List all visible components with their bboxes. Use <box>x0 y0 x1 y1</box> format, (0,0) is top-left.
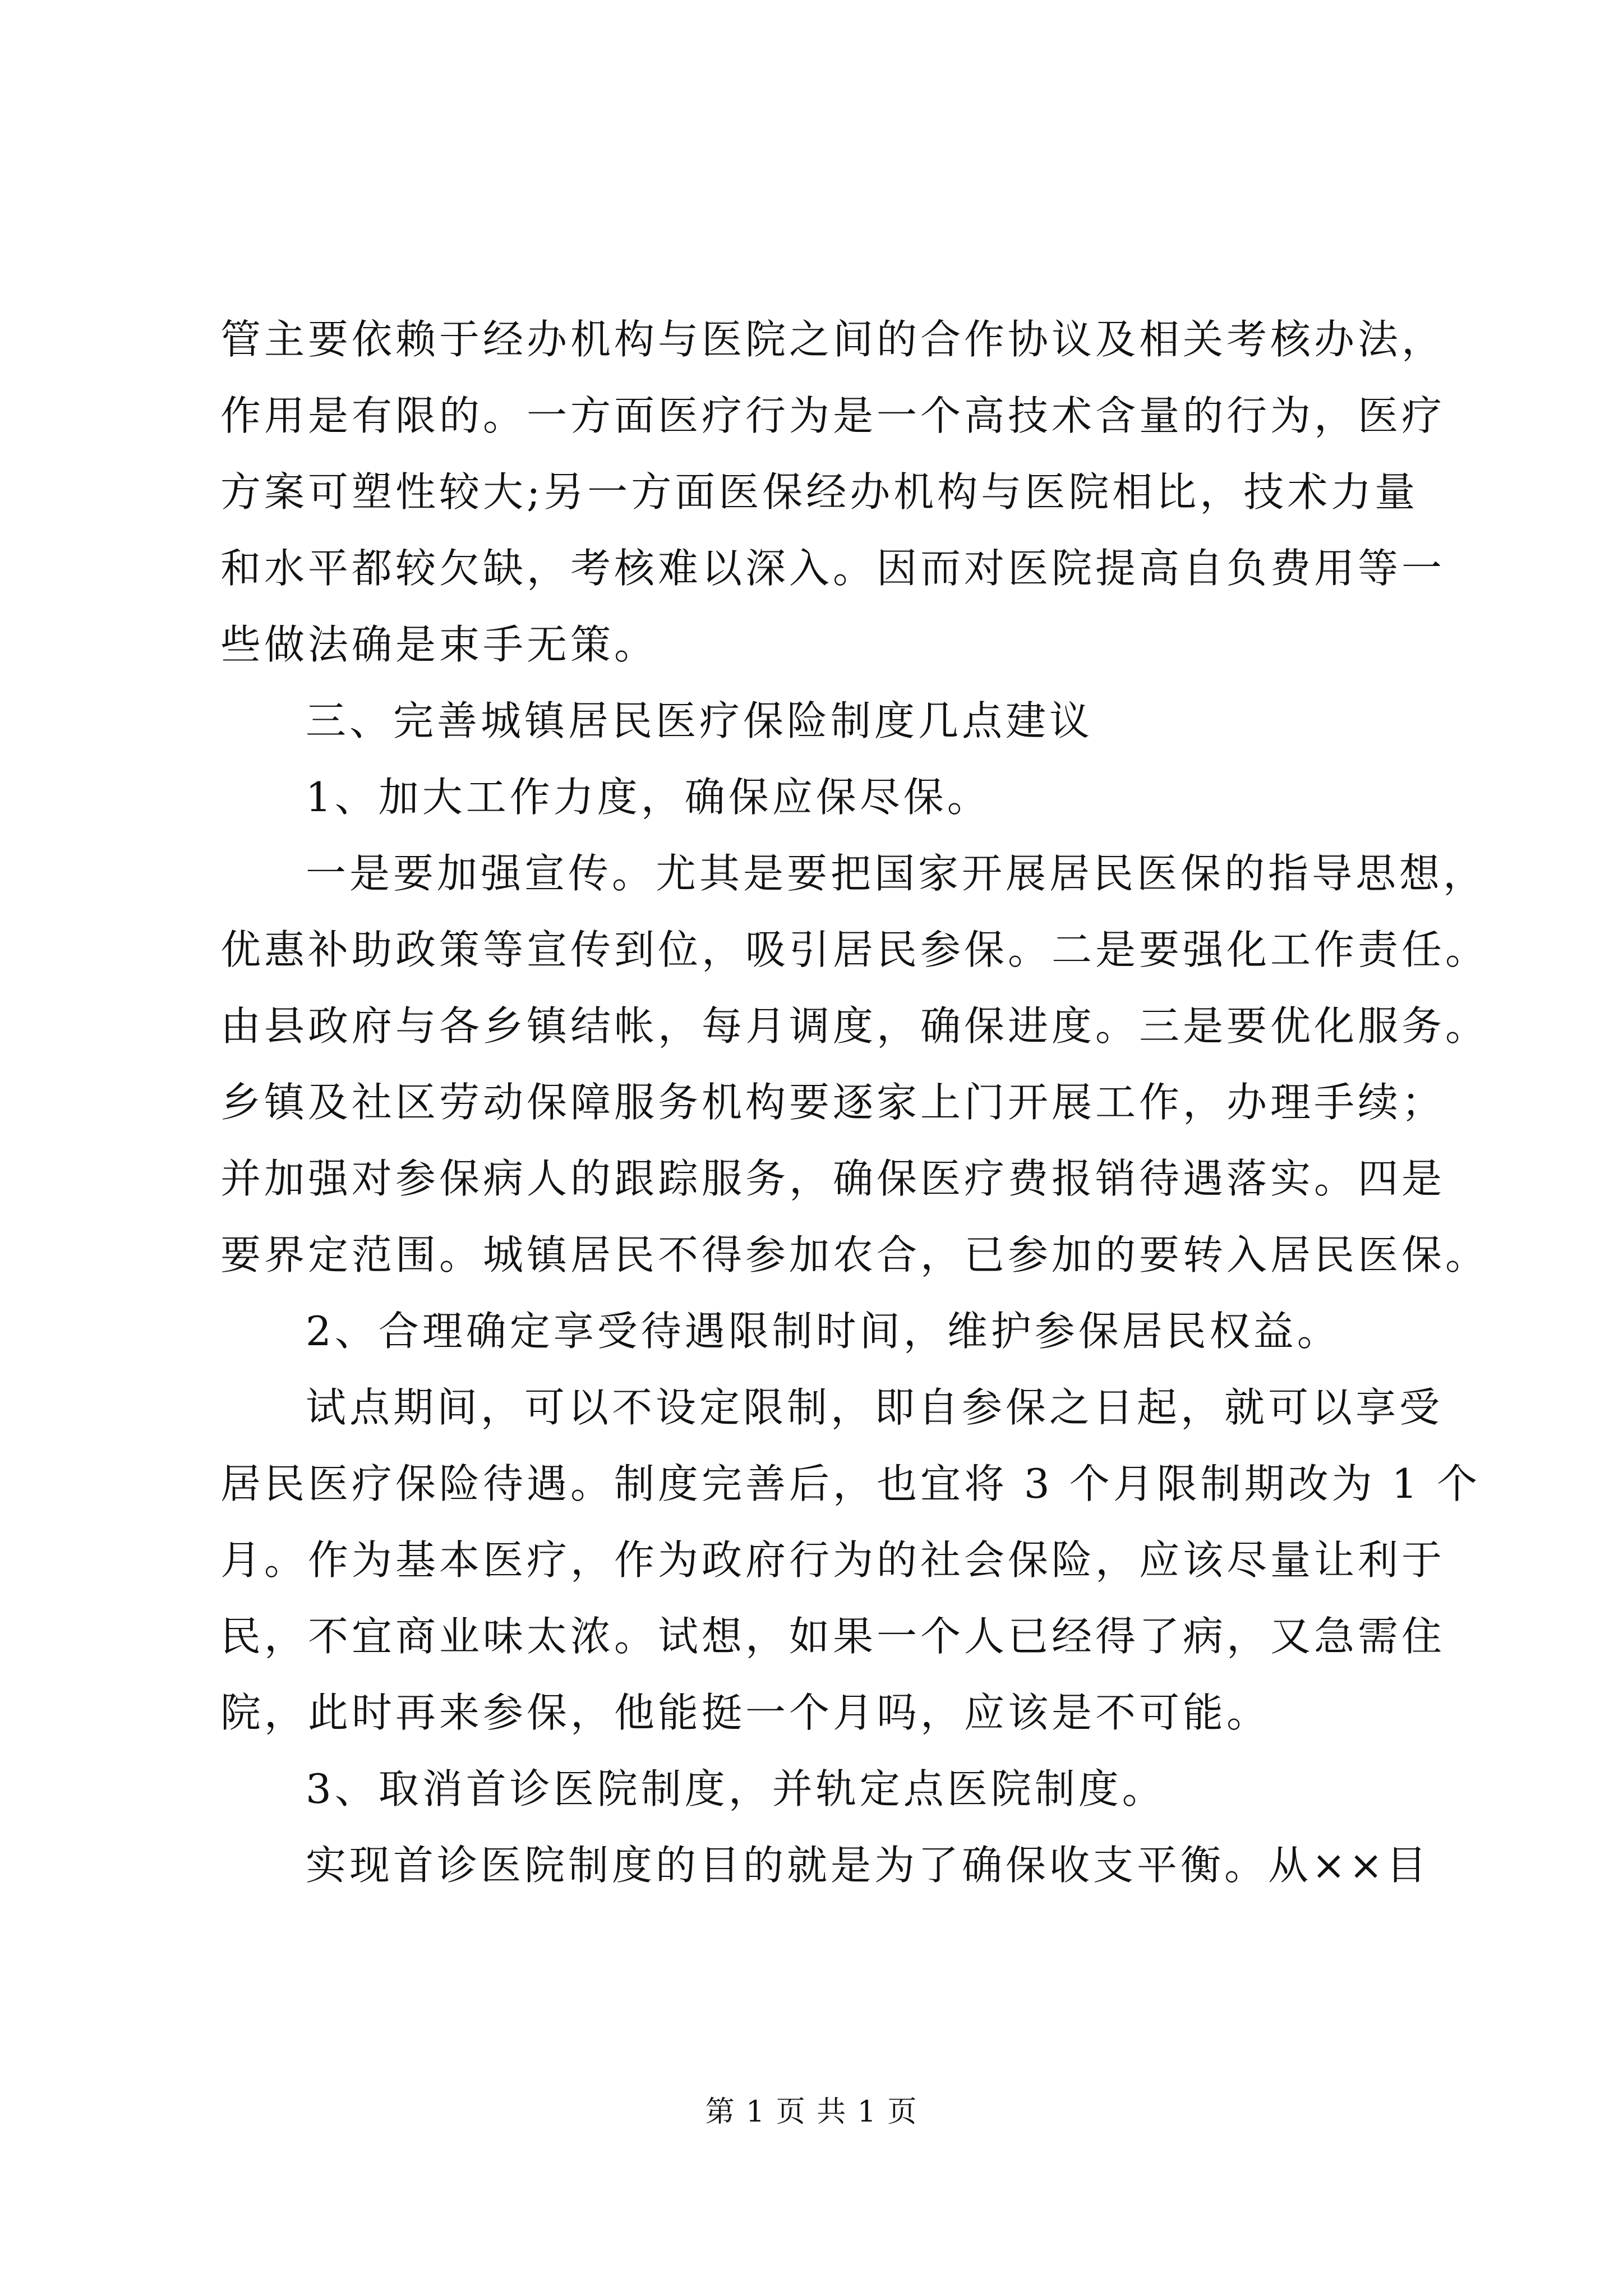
text-line: 由县政府与各乡镇结帐，每月调度，确保进度。三是要优化服务。 <box>220 1002 1490 1050</box>
text-line: 居民医疗保险待遇。制度完善后，也宜将 3 个月限制期改为 1 个 <box>220 1460 1481 1507</box>
text-line: 月。作为基本医疗，作为政府行为的社会保险，应该尽量让利于 <box>220 1536 1446 1584</box>
text-line: 管主要依赖于经办机构与医院之间的合作协议及相关考核办法， <box>220 316 1446 363</box>
text-line: 院，此时再来参保，他能挺一个月吗，应该是不可能。 <box>220 1689 1271 1736</box>
text-line: 乡镇及社区劳动保障服务机构要逐家上门开展工作，办理手续； <box>220 1079 1446 1126</box>
text-line: 并加强对参保病人的跟踪服务，确保医疗费报销待遇落实。四是 <box>220 1155 1446 1202</box>
text-line: 优惠补助政策等宣传到位，吸引居民参保。二是要强化工作责任。 <box>220 926 1490 973</box>
text-line: 些做法确是束手无策。 <box>220 621 658 668</box>
section-heading: 三、完善城镇居民医疗保险制度几点建议 <box>306 697 1094 744</box>
text-line: 一是要加强宣传。尤其是要把国家开展居民医保的指导思想， <box>306 850 1487 897</box>
subsection-heading: 1、加大工作力度，确保应保尽保。 <box>306 774 991 821</box>
text-line: 实现首诊医院制度的目的就是为了确保收支平衡。从××目 <box>306 1842 1430 1889</box>
text-line: 要界定范围。城镇居民不得参加农合，已参加的要转入居民医保。 <box>220 1231 1490 1278</box>
page-number-footer: 第 1 页 共 1 页 <box>705 2095 918 2129</box>
text-line: 方案可塑性较大;另一方面医保经办机构与医院相比，技术力量 <box>220 468 1419 516</box>
subsection-heading: 3、取消首诊医院制度，并轨定点医院制度。 <box>306 1765 1166 1812</box>
text-line: 作用是有限的。一方面医疗行为是一个高技术含量的行为，医疗 <box>220 392 1446 439</box>
text-line: 民，不宜商业味太浓。试想，如果一个人已经得了病，又急需住 <box>220 1613 1446 1660</box>
text-line: 和水平都较欠缺，考核难以深入。因而对医院提高自负费用等一 <box>220 545 1446 592</box>
text-line: 试点期间，可以不设定限制，即自参保之日起，就可以享受 <box>306 1384 1444 1431</box>
subsection-heading: 2、合理确定享受待遇限制时间，维护参保居民权益。 <box>306 1308 1341 1355</box>
